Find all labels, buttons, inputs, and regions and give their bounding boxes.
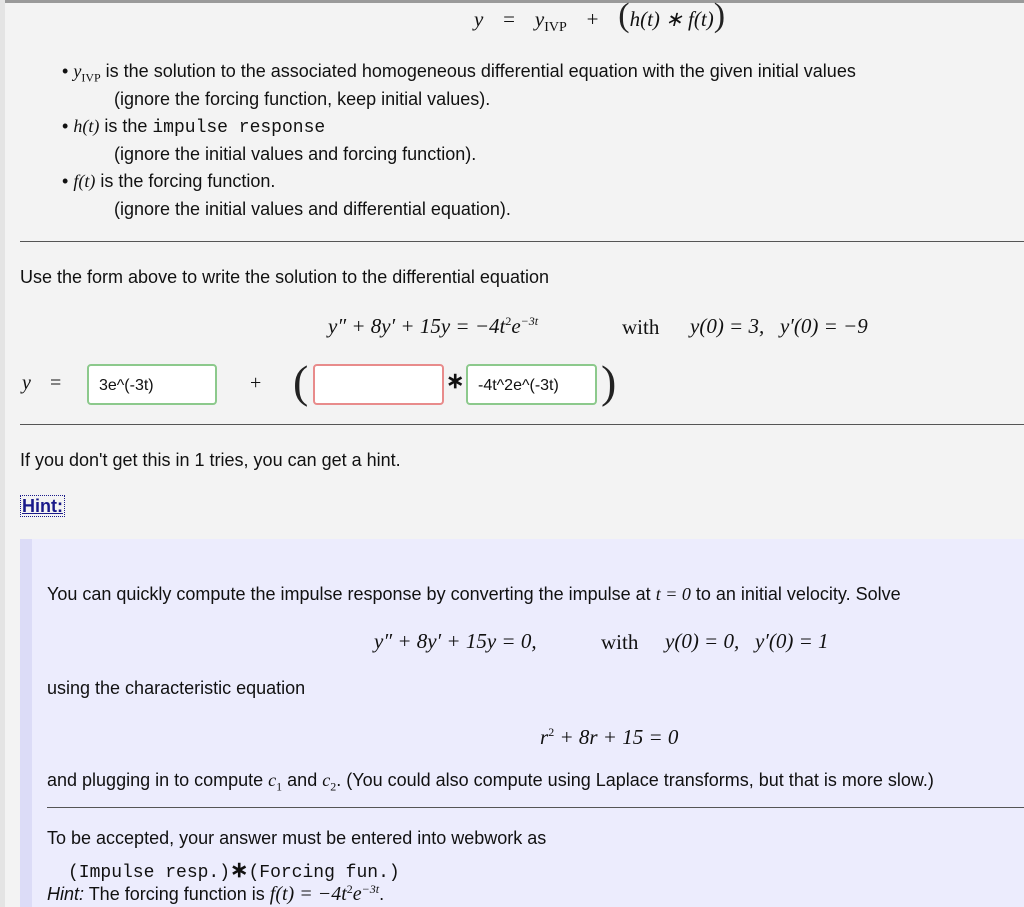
hint-line1-math: t = 0 bbox=[655, 584, 691, 604]
bullet-yivp-symbol: y bbox=[73, 61, 82, 81]
formula-plus: + bbox=[586, 7, 599, 31]
char-eq-rest: + 8r + 15 = 0 bbox=[554, 725, 679, 749]
bullet-forcing-symbol: f(t) bbox=[73, 171, 96, 191]
bullet-impulse-text: is the bbox=[99, 116, 153, 136]
c2: c bbox=[322, 770, 331, 790]
answer-close-paren: ) bbox=[601, 356, 617, 407]
equation-t-exp: 2 bbox=[505, 314, 512, 328]
bullet-impulse-symbol: h(t) bbox=[73, 116, 100, 136]
equation-lhs: y″ + 8y′ + 15y = −4t bbox=[328, 314, 506, 338]
equation-e: e bbox=[511, 314, 521, 338]
bullet-yivp-note: (ignore the forcing function, keep initial values). bbox=[114, 89, 491, 109]
hint-with: with bbox=[601, 630, 639, 654]
equation-with: with bbox=[622, 315, 660, 339]
formula-yivp: y bbox=[534, 7, 545, 31]
accept-text: To be accepted, your answer must be entered into webwork as bbox=[47, 828, 547, 848]
divider bbox=[20, 241, 1024, 242]
answer-plus: + bbox=[250, 372, 262, 394]
hint2-end: . bbox=[379, 884, 385, 904]
char-eq-exp: 2 bbox=[548, 725, 555, 739]
bullet-yivp: • $y_{IVP}$ is the solution to the associated homogeneous differential equation with the given initial values bbox=[62, 61, 856, 85]
hint2-e: e bbox=[352, 883, 362, 905]
formula-y: y bbox=[474, 7, 484, 31]
equation-e-exp: −3t bbox=[520, 314, 539, 328]
hint-conditions: y(0) = 0, y′(0) = 1 bbox=[665, 629, 829, 653]
c2-sub: 2 bbox=[330, 779, 337, 794]
bullet-yivp-text: is the solution to the associated homogeneous differential equation with the given initial values bbox=[100, 61, 856, 81]
hint-characteristic-text: using the characteristic equation bbox=[47, 678, 306, 698]
answer-open-paren: ( bbox=[293, 356, 309, 407]
formula-eq: = bbox=[503, 7, 516, 31]
bullet-impulse-note: (ignore the initial values and forcing function). bbox=[114, 144, 477, 164]
answer-yivp-input[interactable]: 3e^(-3t) bbox=[87, 364, 217, 405]
hint-link[interactable]: Hint: bbox=[22, 496, 63, 516]
problem-prompt: Use the form above to write the solution to the differential equation bbox=[20, 267, 549, 287]
answer-impulse-input[interactable] bbox=[313, 364, 444, 405]
hint-plugging bbox=[47, 770, 934, 795]
hint-panel-stripe bbox=[20, 539, 32, 907]
divider bbox=[47, 807, 1024, 808]
c1: c bbox=[268, 770, 277, 790]
differential-equation bbox=[328, 314, 538, 339]
answer-forcing-input[interactable]: -4t^2e^(-3t) bbox=[466, 364, 597, 405]
plug-b: . (You could also compute using Laplace transforms, but that is more slow.) bbox=[336, 770, 934, 790]
bullet-forcing: • f(t) is the forcing function. bbox=[62, 171, 276, 191]
hint2-exp1: 2 bbox=[346, 882, 353, 896]
bullet-yivp-sub: IVP bbox=[81, 70, 101, 85]
answer-star: ∗ bbox=[446, 368, 465, 393]
form-formula: $y = y_{IVP} + (h(t)$ ∗ f(t)) bbox=[474, 0, 726, 36]
hint-equation: y″ + 8y′ + 15y = 0, bbox=[374, 629, 537, 653]
left-scroll-edge bbox=[0, 0, 5, 907]
answer-equals: = bbox=[50, 372, 62, 394]
plug-and: and bbox=[282, 770, 323, 790]
hint2-math: f(t) = −4t bbox=[269, 883, 347, 905]
hint-line1-b: to an initial velocity. Solve bbox=[690, 584, 901, 604]
bullet-impulse-mono: impulse response bbox=[152, 118, 326, 138]
hint-line1-a: You can quickly compute the impulse response by converting the impulse at bbox=[47, 584, 656, 604]
hint-toggle[interactable] bbox=[20, 496, 65, 517]
plug-a: and plugging in to compute bbox=[47, 770, 269, 790]
characteristic-equation bbox=[540, 725, 678, 750]
accept-star: ∗ bbox=[230, 857, 249, 882]
hint2-exp2: −3t bbox=[361, 882, 380, 896]
accept-format bbox=[68, 857, 400, 883]
formula-convolution: h(t) ∗ f(t) bbox=[629, 7, 714, 31]
bullet-impulse: • h(t) is the impulse response bbox=[62, 116, 326, 138]
answer-y-label: y bbox=[22, 372, 31, 394]
bullet-forcing-note: (ignore the initial values and differential equation). bbox=[114, 199, 511, 219]
formula-ivp-sub: IVP bbox=[544, 20, 567, 36]
equation-initial-conditions: y(0) = 3, y′(0) = −9 bbox=[690, 314, 868, 338]
hint-line1 bbox=[47, 584, 901, 605]
char-eq-r: r bbox=[540, 725, 549, 749]
accept-code-b: (Forcing fun.) bbox=[248, 863, 400, 883]
accept-code-a: (Impulse resp.) bbox=[68, 863, 231, 883]
bullet-forcing-text: is the forcing function. bbox=[95, 171, 276, 191]
tries-message: If you don't get this in 1 tries, you can get a hint. bbox=[20, 450, 401, 470]
hint-forcing bbox=[47, 882, 384, 906]
divider bbox=[20, 424, 1024, 425]
hint2-label: Hint: bbox=[47, 884, 85, 904]
hint2-text: The forcing function is bbox=[84, 884, 270, 904]
c1-sub: 1 bbox=[276, 779, 283, 794]
